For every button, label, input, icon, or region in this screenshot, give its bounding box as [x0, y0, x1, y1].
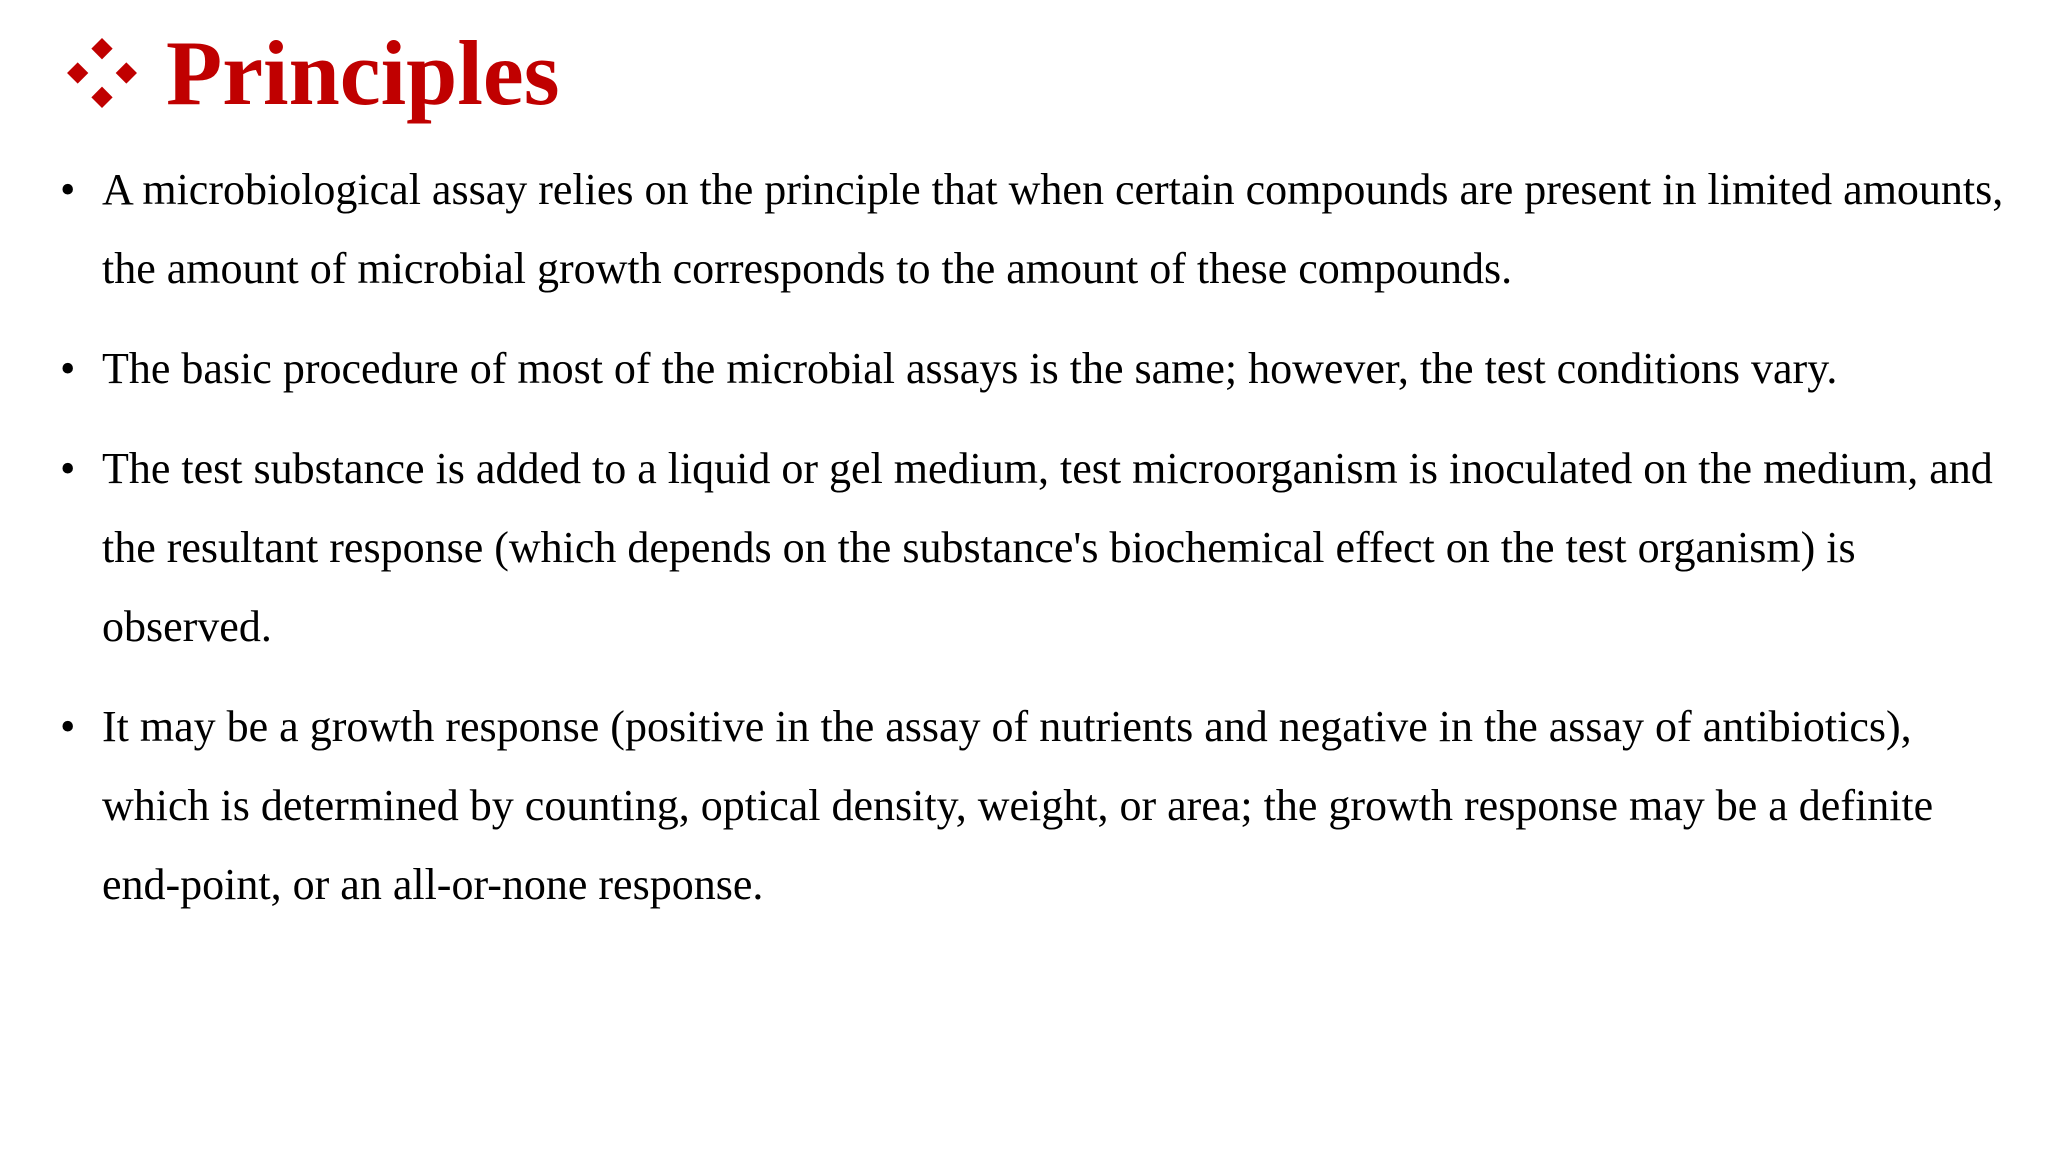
page-title: Principles: [166, 22, 560, 124]
bullet-item: [60, 329, 2020, 408]
bullet-dot: •: [60, 344, 76, 393]
bullet-item: [60, 429, 2020, 666]
diamond-cluster-bullet-icon: [64, 35, 140, 111]
bullet-dot: •: [60, 444, 76, 493]
bullet-item: [60, 150, 2020, 308]
bullet-dot: •: [60, 702, 76, 751]
bullet-text: The test substance is added to a liquid or gel medium, test microorganism is inoculated on the medium, and the resultant response (which depends on the substance's biochemical effect on the test organism) is observed.: [102, 444, 1993, 651]
title-row: [64, 18, 560, 128]
bullet-item: [60, 687, 2020, 924]
bullet-text: A microbiological assay relies on the principle that when certain compounds are present in limited amounts, the amount of microbial growth corresponds to the amount of these compounds.: [102, 165, 2004, 293]
bullet-text: It may be a growth response (positive in the assay of nutrients and negative in the assay of antibiotics), which is determined by counting, optical density, weight, or area; the growth response may be a definite end-point, or an all-or-none response.: [102, 702, 1934, 909]
bullet-text: The basic procedure of most of the microbial assays is the same; however, the test conditions vary.: [102, 344, 1838, 393]
bullet-list: [60, 150, 2020, 945]
bullet-dot: •: [60, 165, 76, 214]
